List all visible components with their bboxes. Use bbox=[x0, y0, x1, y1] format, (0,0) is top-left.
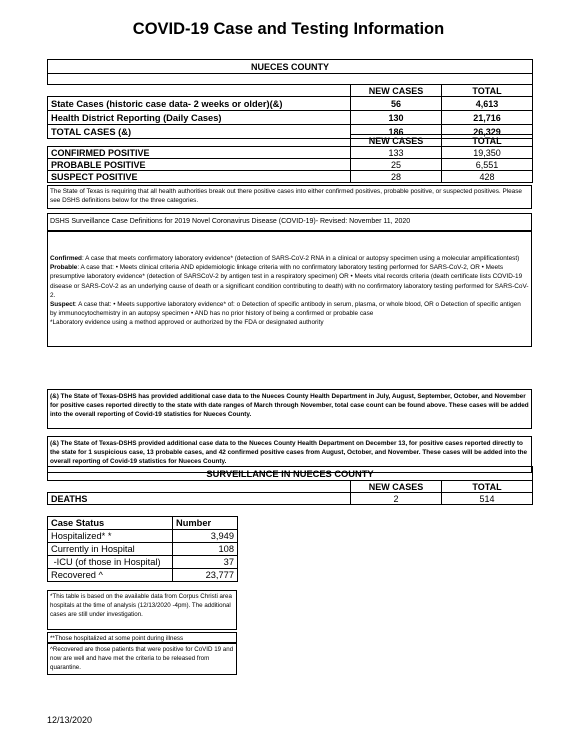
deaths-total: 514 bbox=[442, 493, 533, 505]
surveillance-title: SURVEILLANCE IN NUECES COUNTY bbox=[48, 467, 533, 481]
surveillance-table bbox=[47, 466, 533, 505]
col-total: TOTAL bbox=[442, 135, 533, 147]
table-row: -ICU (of those in Hospital) 37 bbox=[48, 556, 238, 569]
state-data-note-2: (&) The State of Texas-DSHS provided additional case data to the Nueces County Health Department on December 13, for positive cases reported directly to the state for 1 suspicious case, 13 probable cases, and 42 confirmed positive cases from August, October, and November. These cases will be added into the overall reporting of Covid-19 statistics for Nueces County. bbox=[47, 436, 532, 473]
nueces-cases-table bbox=[47, 59, 533, 139]
positive-categories-note: The State of Texas is requiring that all health authorities break out there positive cases into either confirmed positives, probable positive, or suspected positives. Please see DSHS definitions below for the three categories. bbox=[47, 185, 532, 209]
probable-definition: Probable: A case that: • Meets clinical criteria AND epidemiologic linkage criteria with no confirmatory laboratory testing performed for SARS-CoV-2, OR • Meets presumptive laboratory evidence* (detection of SARSCoV-2 by antigen test in a respiratory specimen) OR • Meets vital records criteria (death certificate lists COVID-19 disease or SARS-CoV-2 as an underlying cause of death or a significant condition contributing to death) with no confirmatory laboratory testing performed for SARS-CoV-2. bbox=[50, 264, 529, 299]
definitions-heading-box bbox=[47, 213, 532, 231]
table-row: Recovered ^ 23,777 bbox=[48, 569, 238, 582]
table-row: State Cases (historic case data- 2 weeks or older)(&) 56 4,613 bbox=[48, 97, 533, 111]
definitions-heading: DSHS Surveillance Case Definitions for 2019 Novel Coronavirus Disease (COVID-19)- Revised: November 11, 2020 bbox=[50, 218, 411, 225]
table-row bbox=[48, 493, 533, 505]
table-row: SUSPECT POSITIVE 28 428 bbox=[48, 171, 533, 183]
table-row: Health District Reporting (Daily Cases) 130 21,716 bbox=[48, 111, 533, 125]
col-new-cases: NEW CASES bbox=[351, 85, 442, 97]
deaths-label: DEATHS bbox=[48, 493, 351, 505]
col-new-cases: NEW CASES bbox=[351, 135, 442, 147]
recovered-note: ^Recovered are those patients that were positive for CoVID 19 and now are well and have met the criteria to be released from quarantine. bbox=[47, 643, 237, 675]
definitions-box bbox=[47, 231, 532, 347]
table-row: PROBABLE POSITIVE 25 6,551 bbox=[48, 159, 533, 171]
col-new-cases: NEW CASES bbox=[351, 481, 442, 493]
suspect-definition: Suspect: A case that: • Meets supportive laboratory evidence* of: o Detection of specific antibody in serum, plasma, or whole blood, OR o Detection of specific antigen by immunocytochemistry in an autopsy specimen • AND has no prior history of being a confirmed or probable case bbox=[50, 301, 521, 318]
deaths-new: 2 bbox=[351, 493, 442, 505]
page-title: COVID-19 Case and Testing Information bbox=[132, 20, 445, 38]
confirmed-definition: Confirmed: A case that meets confirmatory laboratory evidence* (detection of SARS-CoV-2 RNA in a clinical or autopsy specimen using a molecular amplificationtest) bbox=[50, 255, 520, 262]
positive-cases-table bbox=[47, 134, 533, 183]
lab-evidence-footnote: *Laboratory evidence using a method approved or authorized by the FDA or designated authority bbox=[50, 319, 324, 327]
col-total: TOTAL bbox=[442, 481, 533, 493]
col-total: TOTAL bbox=[442, 85, 533, 97]
case-status-table bbox=[47, 516, 238, 582]
state-data-note-1: (&) The State of Texas-DSHS has provided additional case data to the Nueces County Health Department in July, August, September, October, and November for positive cases reported directly to the state with date ranges of March through November, total case count can be found above. These cases will be added into the overall reporting of Covid-19 statistics for Nueces County. bbox=[47, 389, 532, 429]
case-status-table-note: *This table is based on the available data from Corpus Christi area hospitals at the time of analysis (12/13/2020 -4pm). The additional cases are still under investigation. bbox=[47, 590, 237, 630]
table-row: CONFIRMED POSITIVE 133 19,350 bbox=[48, 147, 533, 159]
col-case-status: Case Status bbox=[48, 517, 173, 530]
table-row: Currently in Hospital 108 bbox=[48, 543, 238, 556]
hospitalized-note: **Those hospitalized at some point during illness bbox=[47, 632, 237, 643]
county-header: NUECES COUNTY bbox=[48, 60, 533, 74]
table-row: Hospitalized* * 3,949 bbox=[48, 530, 238, 543]
col-number: Number bbox=[173, 517, 238, 530]
footer-date: 12/13/2020 bbox=[47, 715, 93, 725]
table-row: TOTAL CASES (&) 186 26,329 bbox=[48, 125, 533, 139]
